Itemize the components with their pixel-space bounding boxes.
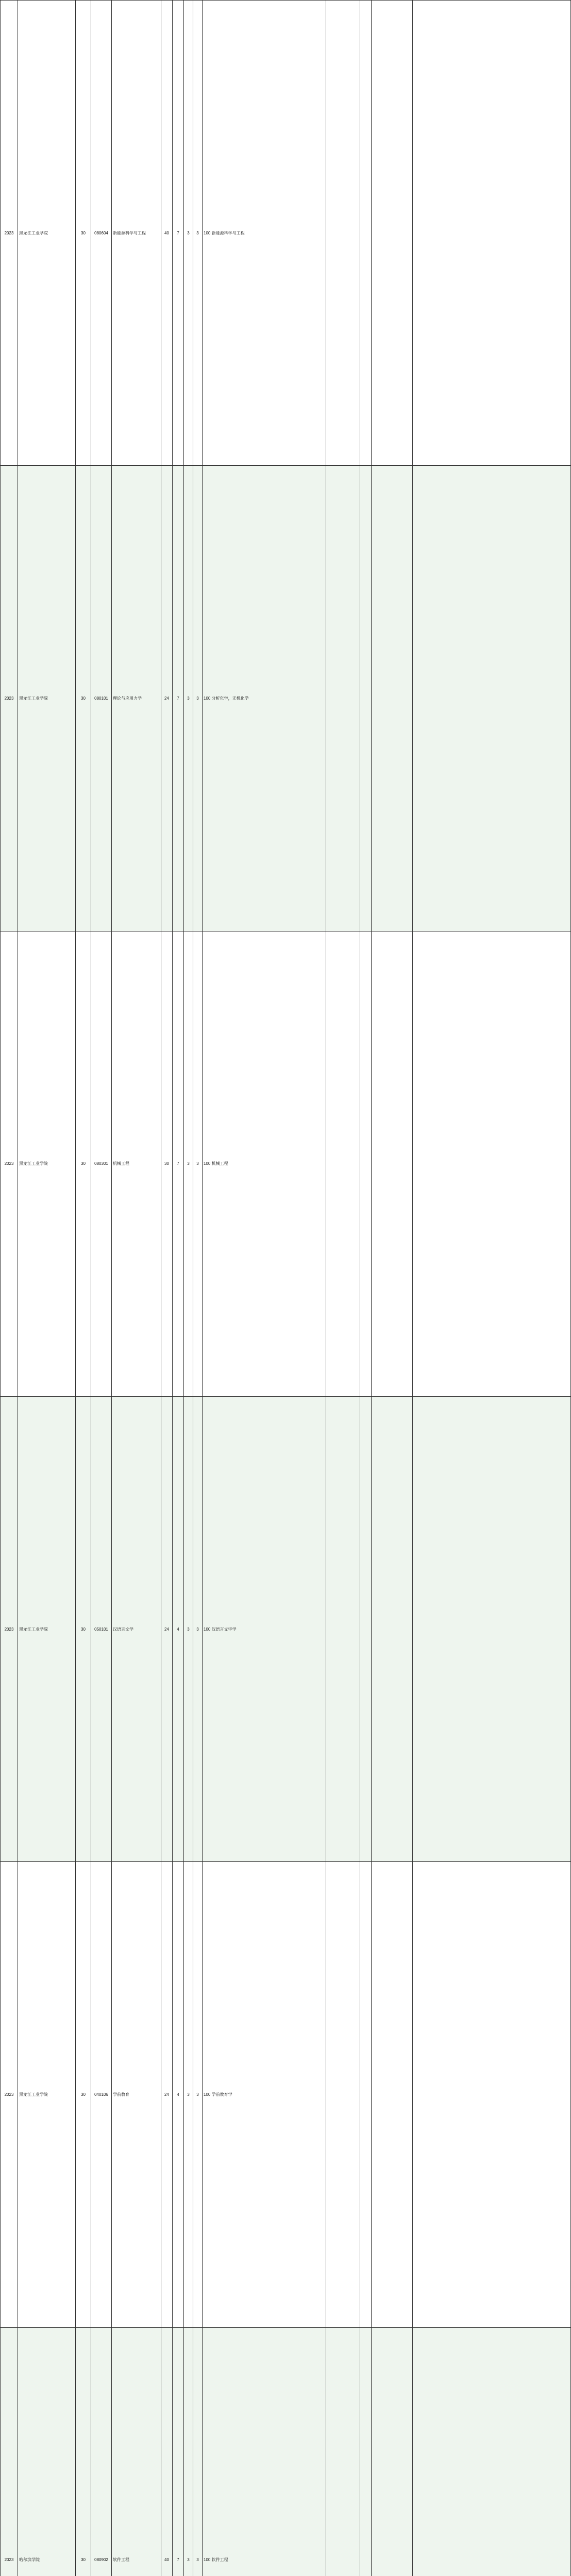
note-cell xyxy=(413,2328,571,2576)
col-d-cell: 3 xyxy=(193,931,203,1397)
col-a-cell: 30 xyxy=(161,931,173,1397)
table-row xyxy=(1,1397,571,1862)
count-cell: 30 xyxy=(76,2328,91,2576)
target-cell xyxy=(372,1862,413,2327)
direction-cell: 100 汉语言文字学 xyxy=(203,1397,326,1862)
count-cell: 30 xyxy=(76,1397,91,1862)
col-b-cell: 4 xyxy=(173,1397,184,1862)
table-row xyxy=(1,1,571,466)
direction-cell: 100 新能源科学与工程 xyxy=(203,1,326,466)
school-cell: 哈尔滨学院 xyxy=(18,2328,76,2576)
category-cell xyxy=(326,466,360,931)
col-a-cell: 40 xyxy=(161,1,173,466)
table-row xyxy=(1,2328,571,2576)
direction-cell: 100 学前教育学 xyxy=(203,1862,326,2327)
year-cell: 2023 xyxy=(1,1397,18,1862)
major-code-cell: 080101 xyxy=(91,466,112,931)
col-a-cell: 40 xyxy=(161,2328,173,2576)
major-code-cell: 050101 xyxy=(91,1397,112,1862)
category-cell xyxy=(326,1,360,466)
col-b-cell: 7 xyxy=(173,1,184,466)
note-cell xyxy=(413,931,571,1397)
note-cell xyxy=(413,466,571,931)
type-cell xyxy=(360,931,372,1397)
category-cell xyxy=(326,1397,360,1862)
col-c-cell: 3 xyxy=(184,1,193,466)
major-name-cell: 机械工程 xyxy=(112,931,161,1397)
category-cell xyxy=(326,931,360,1397)
type-cell xyxy=(360,1,372,466)
target-cell xyxy=(372,466,413,931)
col-d-cell: 3 xyxy=(193,1397,203,1862)
col-c-cell: 3 xyxy=(184,931,193,1397)
col-d-cell: 3 xyxy=(193,2328,203,2576)
table-row xyxy=(1,931,571,1397)
major-code-cell: 080301 xyxy=(91,931,112,1397)
direction-cell: 100 分析化学，无机化学 xyxy=(203,466,326,931)
note-cell xyxy=(413,1397,571,1862)
col-c-cell: 3 xyxy=(184,466,193,931)
col-a-cell: 24 xyxy=(161,466,173,931)
target-cell xyxy=(372,931,413,1397)
major-code-cell: 080604 xyxy=(91,1,112,466)
type-cell xyxy=(360,1397,372,1862)
year-cell: 2023 xyxy=(1,466,18,931)
school-cell: 黑龙江工业学院 xyxy=(18,931,76,1397)
target-cell xyxy=(372,1,413,466)
count-cell: 30 xyxy=(76,1,91,466)
major-name-cell: 汉语言文学 xyxy=(112,1397,161,1862)
major-name-cell: 新能源科学与工程 xyxy=(112,1,161,466)
category-cell xyxy=(326,1862,360,2327)
col-b-cell: 7 xyxy=(173,2328,184,2576)
type-cell xyxy=(360,466,372,931)
school-cell: 黑龙江工业学院 xyxy=(18,1397,76,1862)
major-code-cell: 040106 xyxy=(91,1862,112,2327)
col-d-cell: 3 xyxy=(193,466,203,931)
year-cell: 2023 xyxy=(1,1862,18,2327)
note-cell xyxy=(413,1862,571,2327)
col-b-cell: 4 xyxy=(173,1862,184,2327)
school-cell: 黑龙江工业学院 xyxy=(18,1,76,466)
year-cell: 2023 xyxy=(1,1,18,466)
school-cell: 黑龙江工业学院 xyxy=(18,1862,76,2327)
col-b-cell: 7 xyxy=(173,466,184,931)
col-d-cell: 3 xyxy=(193,1,203,466)
note-cell xyxy=(413,1,571,466)
major-name-cell: 学前教育 xyxy=(112,1862,161,2327)
count-cell: 30 xyxy=(76,931,91,1397)
count-cell: 30 xyxy=(76,1862,91,2327)
year-cell: 2023 xyxy=(1,2328,18,2576)
table-row xyxy=(1,1862,571,2327)
count-cell: 30 xyxy=(76,466,91,931)
type-cell xyxy=(360,2328,372,2576)
major-code-cell: 080902 xyxy=(91,2328,112,2576)
col-d-cell: 3 xyxy=(193,1862,203,2327)
type-cell xyxy=(360,1862,372,2327)
col-c-cell: 3 xyxy=(184,1397,193,1862)
direction-cell: 100 机械工程 xyxy=(203,931,326,1397)
major-name-cell: 理论与应用力学 xyxy=(112,466,161,931)
col-c-cell: 3 xyxy=(184,2328,193,2576)
category-cell xyxy=(326,2328,360,2576)
target-cell xyxy=(372,1397,413,1862)
school-cell: 黑龙江工业学院 xyxy=(18,466,76,931)
target-cell xyxy=(372,2328,413,2576)
year-cell: 2023 xyxy=(1,931,18,1397)
col-a-cell: 24 xyxy=(161,1862,173,2327)
direction-cell: 100 软件工程 xyxy=(203,2328,326,2576)
table-row xyxy=(1,466,571,931)
col-c-cell: 3 xyxy=(184,1862,193,2327)
col-a-cell: 24 xyxy=(161,1397,173,1862)
col-b-cell: 7 xyxy=(173,931,184,1397)
major-name-cell: 软件工程 xyxy=(112,2328,161,2576)
